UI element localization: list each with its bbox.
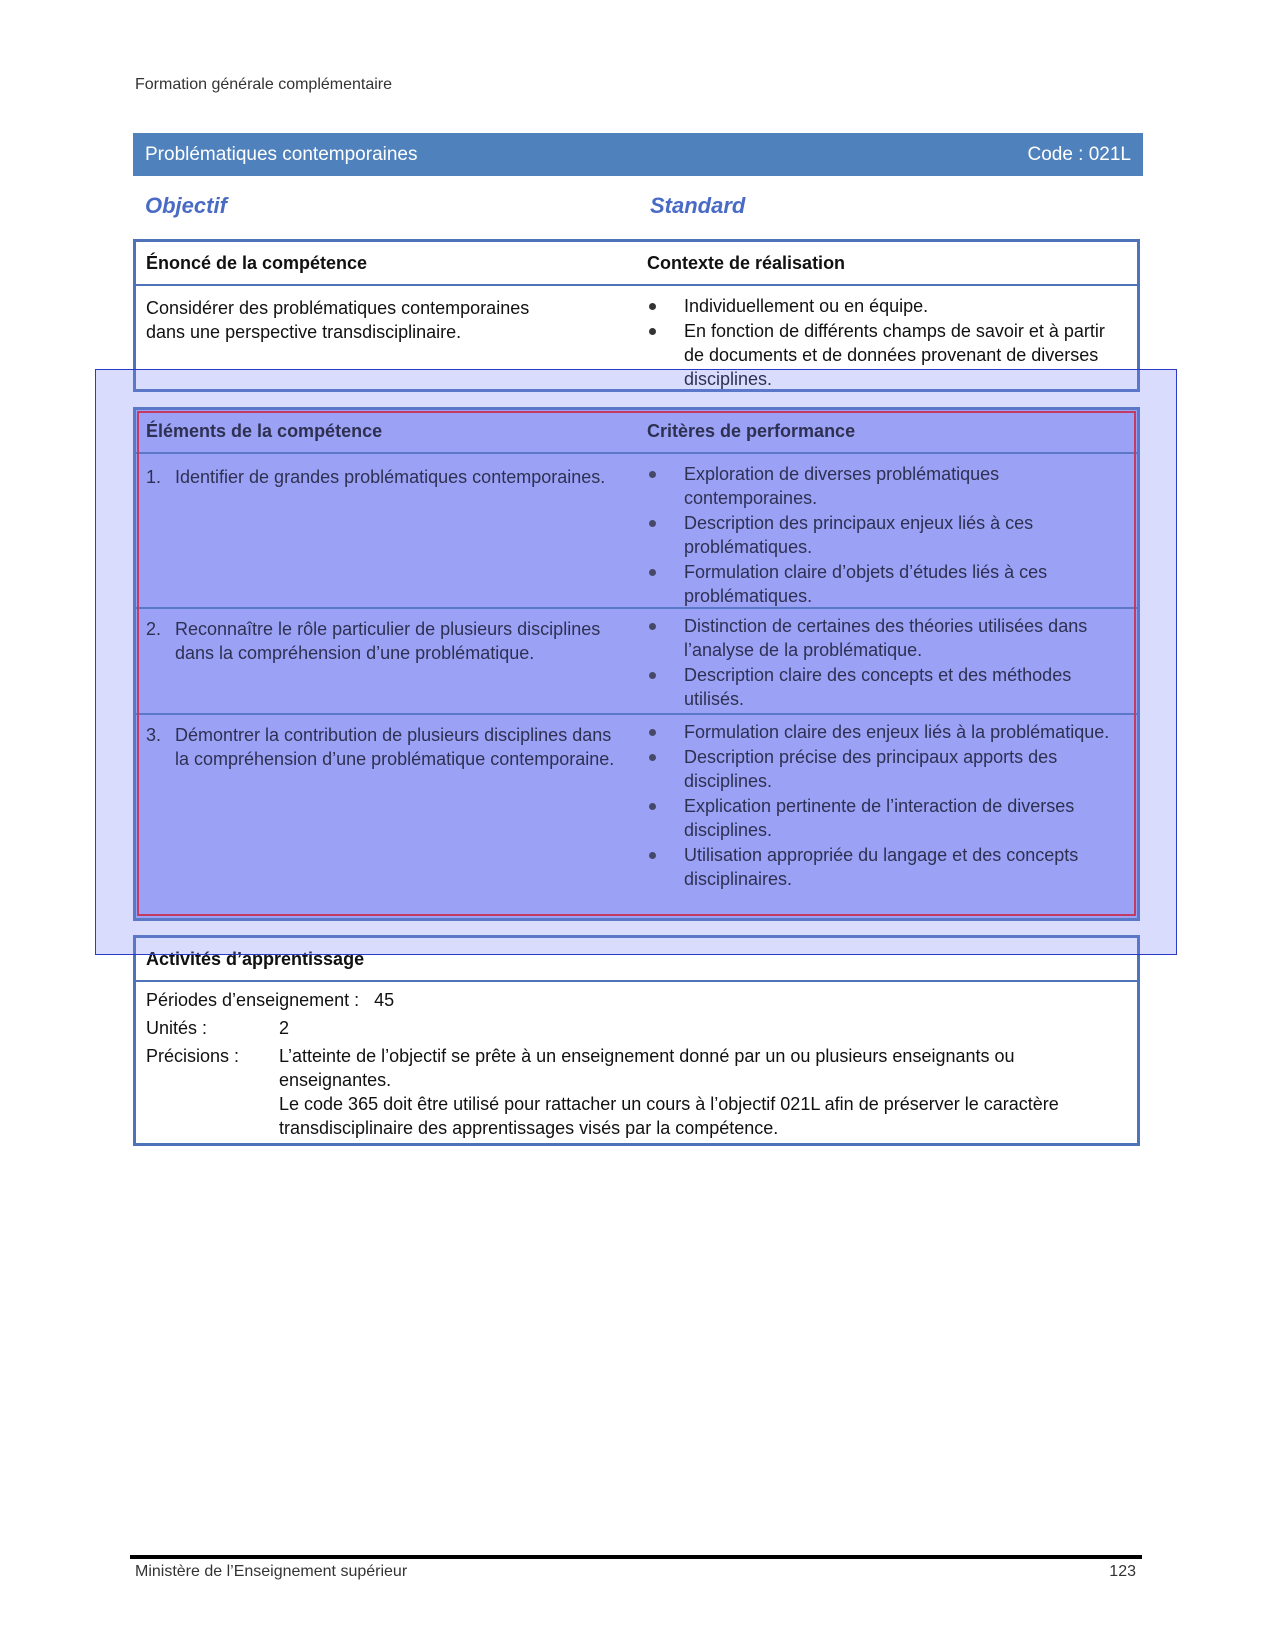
- list-item: Formulation claire des enjeux liés à la problématique.: [647, 720, 1117, 744]
- elements-box: [133, 407, 1140, 921]
- element-text: [146, 617, 626, 665]
- activites-box: [133, 935, 1140, 1146]
- criteria-list: [647, 462, 1117, 609]
- list-item: En fonction de différents champs de savoir et à partir de documents et de données provenant de diverses disciplines.: [647, 319, 1117, 391]
- element-row-1: [136, 454, 1137, 609]
- unites-line: [146, 1016, 289, 1040]
- list-item: Description des principaux enjeux liés à ces problématiques.: [647, 511, 1117, 559]
- standard-heading: Standard: [650, 193, 746, 218]
- elements-header: [136, 410, 1137, 454]
- periodes-line: [146, 988, 394, 1012]
- enonce-line: dans une perspective transdisciplinaire.: [146, 322, 462, 342]
- activites-header: [136, 938, 1137, 982]
- footer-ministry: Ministère de l’Enseignement supérieur: [135, 1563, 408, 1580]
- unites-value: 2: [279, 1018, 290, 1038]
- element-number: 3.: [146, 725, 162, 745]
- element-number: 2.: [146, 619, 162, 639]
- element-row-2: [136, 609, 1137, 715]
- title-band: [133, 133, 1143, 176]
- precisions-paragraph: L’atteinte de l’objectif se prête à un enseignement donné par un ou plusieurs enseignants ou enseignantes.: [279, 1046, 1015, 1090]
- precisions-label: Précisions :: [146, 1046, 240, 1066]
- element-text: [146, 465, 626, 489]
- enonce-header: [136, 242, 1137, 286]
- list-item: Explication pertinente de l’interaction de diverses disciplines.: [647, 794, 1117, 842]
- contexte-heading: Contexte de réalisation: [647, 253, 846, 273]
- criteres-heading: Critères de performance: [647, 421, 856, 441]
- criteria-list: [647, 614, 1117, 712]
- periodes-label: Périodes d’enseignement :: [146, 990, 360, 1010]
- course-title: Problématiques contemporaines: [145, 143, 418, 165]
- list-item: Individuellement ou en équipe.: [647, 294, 1117, 318]
- list-item: Formulation claire d’objets d’études liés à ces problématiques.: [647, 560, 1117, 608]
- element-text: [146, 723, 626, 771]
- enonce-heading: Énoncé de la compétence: [146, 253, 368, 273]
- elements-heading: Éléments de la compétence: [146, 421, 383, 441]
- enonce-line: Considérer des problématiques contemporaines: [146, 298, 530, 318]
- objectif-heading: Objectif: [145, 193, 227, 218]
- element-description: Démontrer la contribution de plusieurs disciplines dans la compréhension d’une problématique contemporaine.: [175, 725, 615, 769]
- activites-heading: Activités d’apprentissage: [146, 949, 365, 969]
- list-item: Exploration de diverses problématiques contemporaines.: [647, 462, 1117, 510]
- footer-rule: [130, 1555, 1142, 1559]
- contexte-list: [647, 294, 1117, 392]
- running-header: Formation générale complémentaire: [135, 76, 393, 93]
- unites-label: Unités :: [146, 1018, 208, 1038]
- course-code: Code : 021L: [1027, 143, 1131, 165]
- precisions-paragraph: Le code 365 doit être utilisé pour rattacher un cours à l’objectif 021L afin de préserver le caractère transdisciplinaire des apprentissages visés par la compétence.: [279, 1094, 1059, 1138]
- list-item: Description claire des concepts et des méthodes utilisés.: [647, 663, 1117, 711]
- list-item: Description précise des principaux apports des disciplines.: [647, 745, 1117, 793]
- periodes-value: 45: [374, 990, 395, 1010]
- element-row-3: [136, 715, 1137, 923]
- enonce-text: [146, 296, 626, 344]
- element-description: Identifier de grandes problématiques contemporaines.: [175, 467, 606, 487]
- enonce-box: [133, 239, 1140, 392]
- element-description: Reconnaître le rôle particulier de plusieurs disciplines dans la compréhension d’une problématique.: [175, 619, 601, 663]
- list-item: Utilisation appropriée du langage et des concepts disciplinaires.: [647, 843, 1117, 891]
- section-headings: [145, 193, 1145, 223]
- enonce-row: [136, 286, 1137, 388]
- page-number: 123: [1109, 1563, 1136, 1580]
- criteria-list: [647, 720, 1117, 892]
- precisions-text: [279, 1044, 1119, 1140]
- list-item: Distinction de certaines des théories utilisées dans l’analyse de la problématique.: [647, 614, 1117, 662]
- element-number: 1.: [146, 467, 162, 487]
